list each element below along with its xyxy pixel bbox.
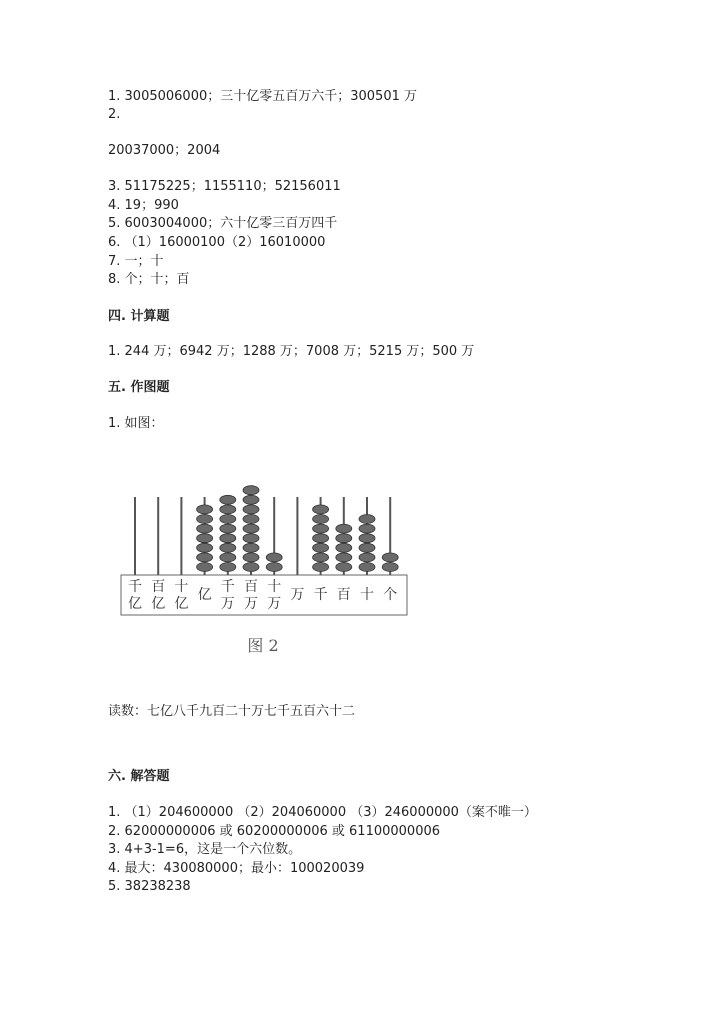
section6-answer-2: 2. 62000000006 或 60200000006 或 61100000006 (108, 824, 441, 839)
section5-reading: 读数：七亿八千九百二十万七千五百六十二 (108, 704, 356, 719)
abacus-column-label: 个 (383, 587, 398, 603)
abacus-bead (313, 515, 329, 524)
abacus-bead (313, 524, 329, 533)
section6-answer-1: 1. （1）204600000 （2）204060000 （3）246000000（案不唯一） (108, 805, 537, 820)
abacus-column-label: 万 (290, 587, 305, 603)
abacus-bead (359, 553, 375, 562)
abacus-bead (313, 534, 329, 543)
abacus-bead (336, 524, 352, 533)
abacus-column-label: 千 (313, 587, 328, 603)
abacus-drawing (118, 465, 408, 670)
abacus-column-label: 十 (267, 579, 282, 595)
abacus-bead (359, 563, 375, 572)
answer-line-4: 4. 19；990 (108, 198, 179, 213)
abacus-bead (313, 563, 329, 572)
answer-line-5: 5. 6003004000；六十亿零三百万四千 (108, 216, 338, 231)
abacus-column-label: 亿 (151, 596, 166, 612)
abacus-bead (243, 486, 259, 495)
abacus-bead (243, 534, 259, 543)
abacus-bead (220, 495, 236, 504)
section6-answer-5: 5. 38238238 (108, 879, 191, 894)
answer-line-3: 3. 51175225；1155110；52156011 (108, 179, 341, 194)
abacus-bead (243, 495, 259, 504)
abacus-column-label: 十 (360, 587, 374, 603)
abacus-bead (336, 553, 352, 562)
abacus-bead (197, 543, 213, 552)
abacus-bead (359, 515, 375, 524)
abacus-bead (220, 534, 236, 543)
abacus-bead (220, 524, 236, 533)
abacus-bead (220, 543, 236, 552)
abacus-bead (313, 553, 329, 562)
abacus-bead (359, 534, 375, 543)
answer-line-1: 1. 3005006000；三十亿零五百万六千；300501 万 (108, 89, 418, 104)
abacus-bead (197, 524, 213, 533)
abacus-bead (197, 534, 213, 543)
abacus-bead (220, 563, 236, 572)
abacus-column-label: 亿 (128, 596, 142, 612)
abacus-bead (243, 524, 259, 533)
abacus-bead (220, 553, 236, 562)
abacus-bead (197, 553, 213, 562)
section4-title: 四. 计算题 (108, 309, 170, 324)
answer-line-8: 8. 个；十；百 (108, 272, 190, 287)
abacus-bead (359, 524, 375, 533)
abacus-column-label: 万 (244, 596, 258, 612)
answer-line-2: 2. (108, 107, 121, 122)
abacus-column-label: 千 (220, 579, 235, 595)
abacus-bead (336, 563, 352, 572)
abacus-bead (382, 563, 398, 572)
answer-line-6: 6. （1）16000100（2）16010000 (108, 235, 326, 250)
abacus-bead (336, 543, 352, 552)
abacus-bead (243, 505, 259, 514)
answer-line-7: 7. 一；十 (108, 254, 164, 269)
section5-title: 五. 作图题 (108, 380, 170, 395)
section5-item: 1. 如图： (108, 416, 164, 431)
answer-line-2-value: 20037000；2004 (108, 143, 221, 158)
abacus-column-label: 亿 (197, 587, 212, 603)
abacus-figure (118, 465, 408, 670)
abacus-bead (266, 553, 282, 562)
abacus-column-label: 十 (174, 579, 189, 595)
abacus-bead (220, 515, 236, 524)
abacus-bead (243, 515, 259, 524)
abacus-bead (220, 505, 236, 514)
section6-title: 六. 解答题 (108, 769, 170, 784)
abacus-column-label: 百 (244, 579, 258, 595)
abacus-bead (336, 534, 352, 543)
abacus-bead (266, 563, 282, 572)
abacus-column-label: 亿 (174, 596, 189, 612)
section6-answer-3: 3. 4+3-1=6，这是一个六位数。 (108, 842, 302, 857)
abacus-bead (313, 505, 329, 514)
abacus-bead (313, 543, 329, 552)
abacus-column-label: 万 (267, 596, 282, 612)
figure-caption: 图 2 (247, 636, 279, 655)
abacus-bead (243, 553, 259, 562)
abacus-column-label: 万 (220, 596, 235, 612)
abacus-bead (197, 563, 213, 572)
section4-answer: 1. 244 万；6942 万；1288 万；7008 万；5215 万；500 万 (108, 344, 475, 359)
abacus-bead (382, 553, 398, 562)
abacus-column-label: 百 (151, 579, 166, 595)
abacus-bead (243, 543, 259, 552)
abacus-bead (197, 515, 213, 524)
abacus-column-label: 千 (128, 579, 142, 595)
abacus-column-label: 百 (336, 587, 351, 603)
abacus-bead (243, 563, 259, 572)
section6-answer-4: 4. 最大：430080000；最小：100020039 (108, 861, 365, 876)
abacus-bead (359, 543, 375, 552)
abacus-bead (197, 505, 213, 514)
